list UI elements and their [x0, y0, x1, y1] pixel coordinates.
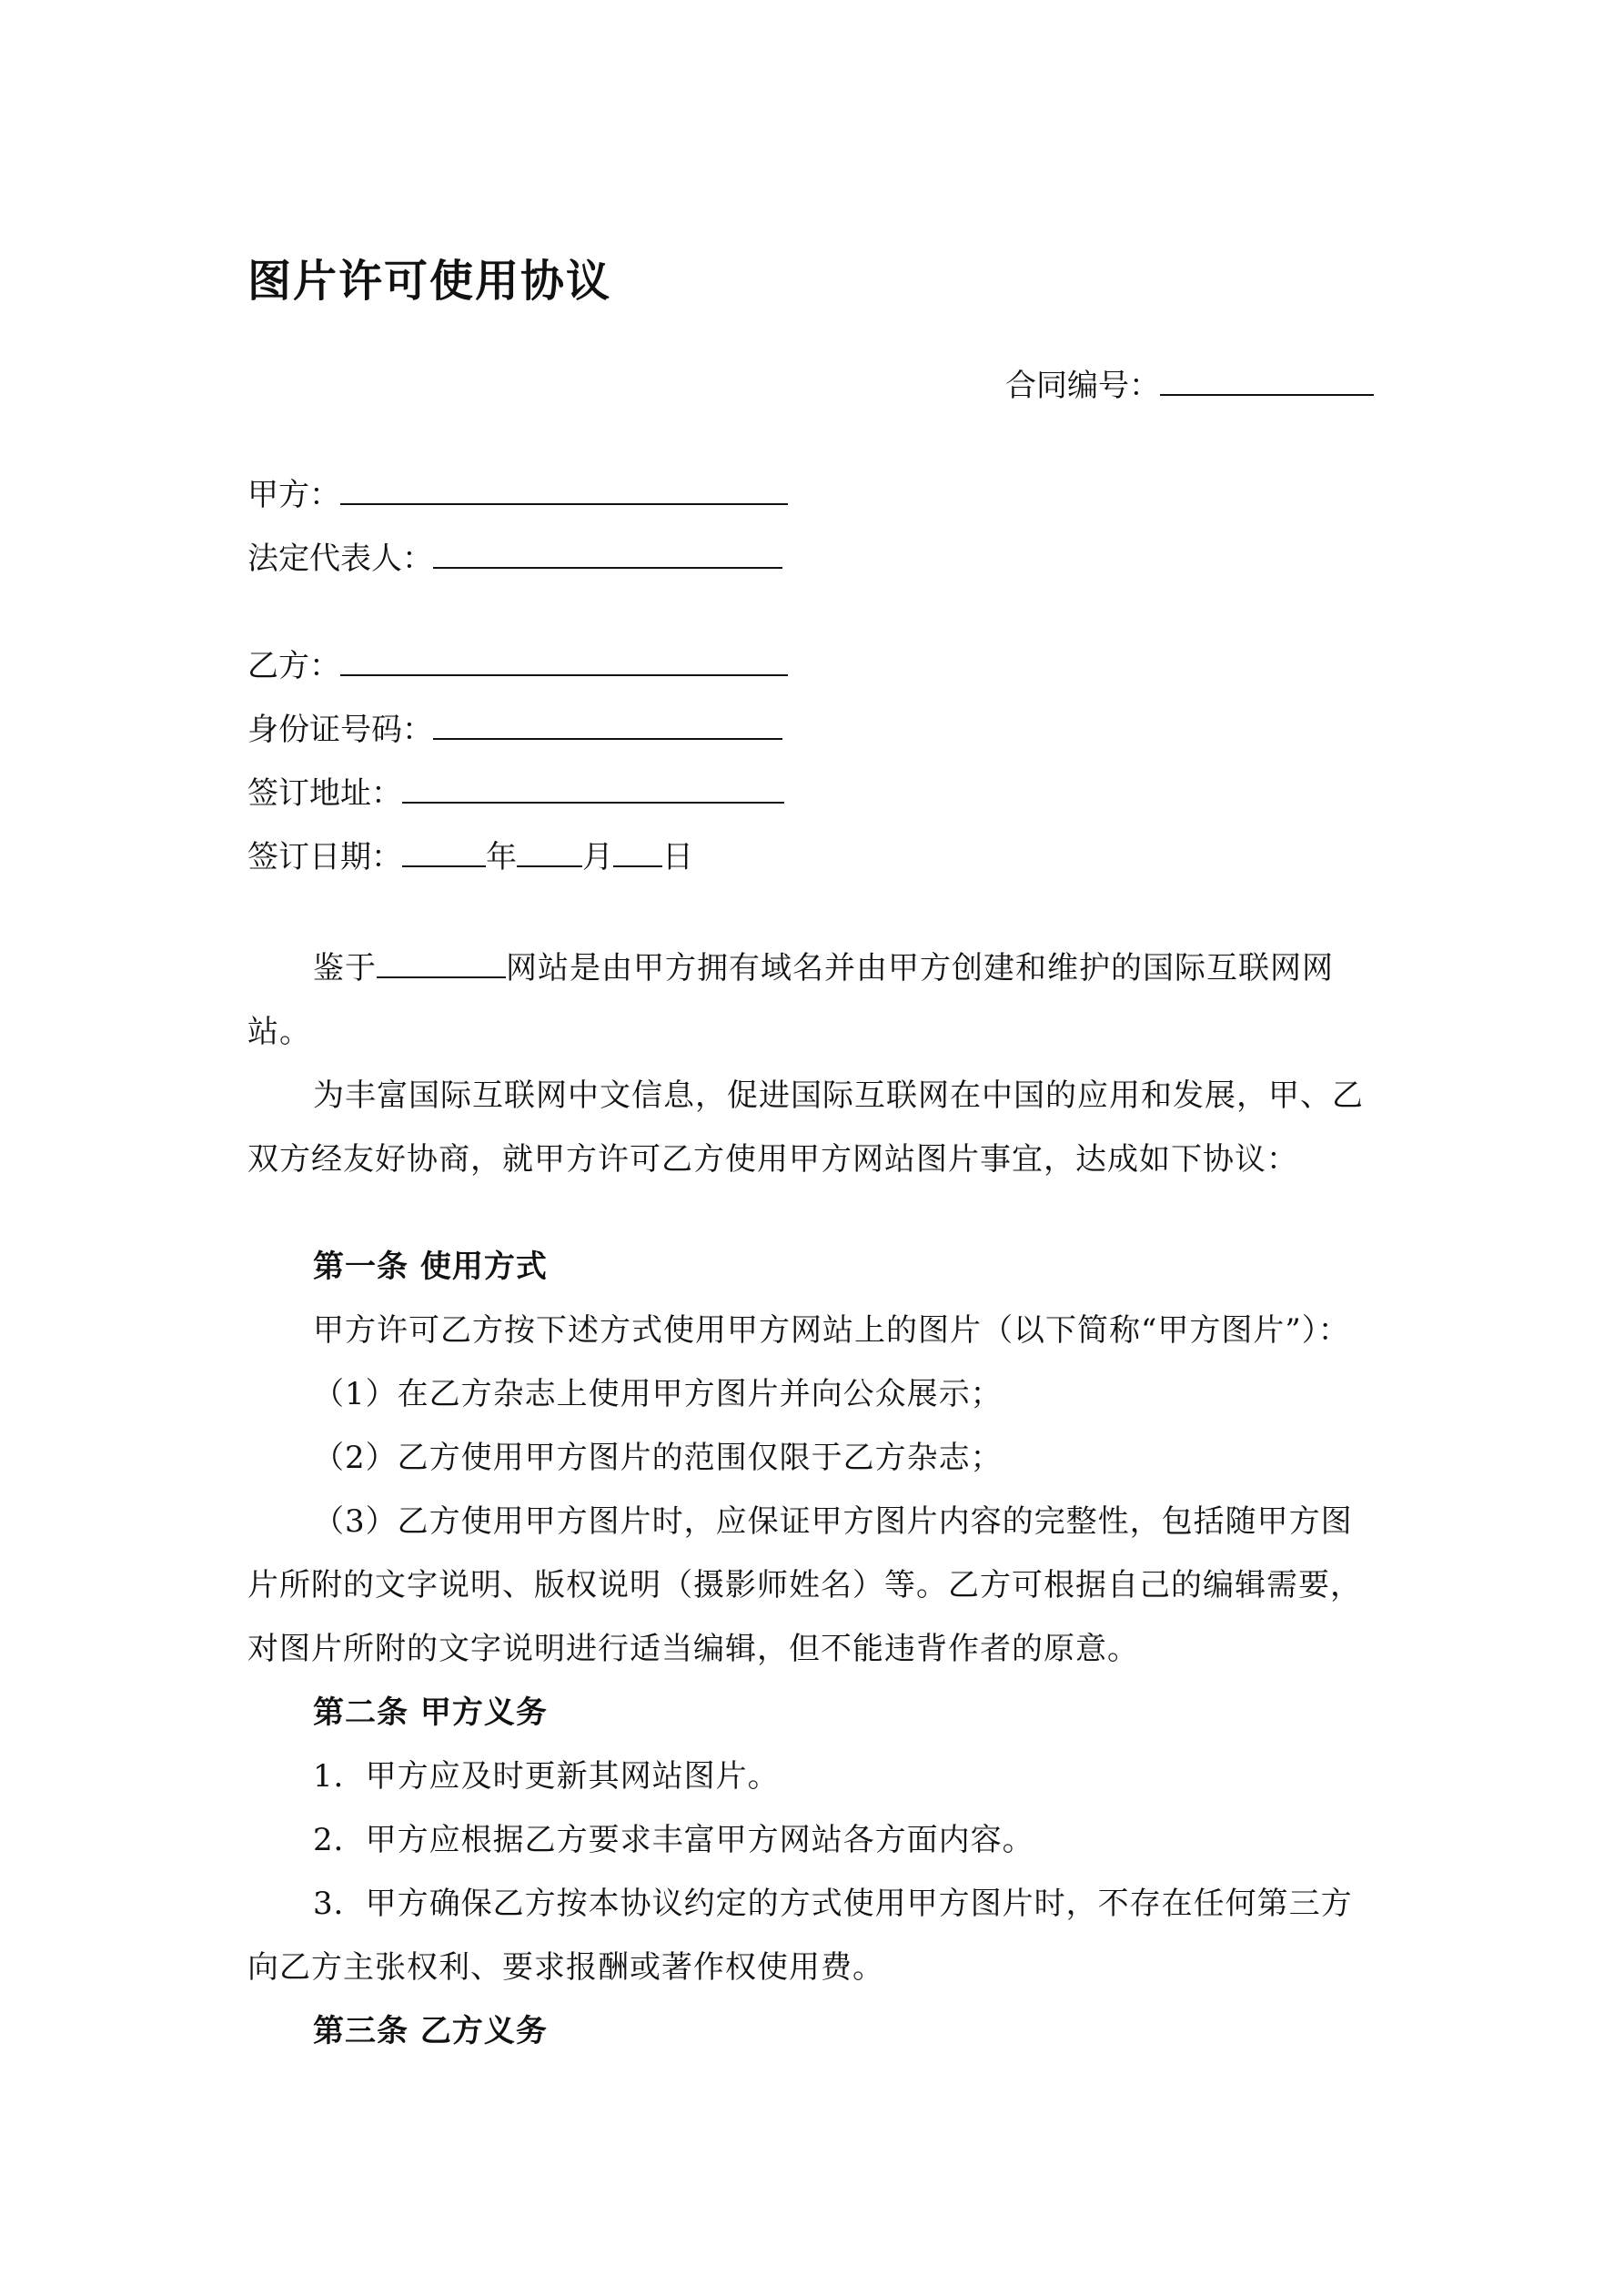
- article1-item3-line1: （3）乙方使用甲方图片时，应保证甲方图片内容的完整性，包括随甲方图: [313, 1503, 1353, 1540]
- sign-address-label: 签订地址：: [247, 775, 402, 812]
- article2-item1: 1．甲方应及时更新其网站图片。: [313, 1758, 780, 1795]
- article1-intro: 甲方许可乙方按下述方式使用甲方网站上的图片（以下简称“甲方图片”）：: [313, 1312, 1350, 1349]
- contract-number-label: 合同编号：: [1005, 368, 1160, 404]
- party-a-blank: [340, 476, 788, 505]
- year-blank: [402, 838, 486, 867]
- sign-address-blank: [402, 774, 784, 804]
- preamble-p2-line2: 双方经友好协商，就甲方许可乙方使用甲方网站图片事宜，达成如下协议：: [247, 1141, 1298, 1178]
- id-number-label: 身份证号码：: [247, 712, 433, 748]
- preamble-p1-start: 鉴于: [313, 950, 377, 986]
- preamble-p2-line1: 为丰富国际互联网中文信息，促进国际互联网在中国的应用和发展，甲、乙: [313, 1077, 1364, 1114]
- contract-number-blank: [1160, 367, 1374, 396]
- day-label: 日: [662, 839, 693, 875]
- article2-heading: 第二条 甲方义务: [313, 1694, 548, 1731]
- sign-address-row: [247, 774, 784, 814]
- website-name-blank: [377, 949, 506, 978]
- article1-heading: 第一条 使用方式: [313, 1249, 548, 1285]
- article2-item3-line1: 3．甲方确保乙方按本协议约定的方式使用甲方图片时，不存在任何第三方: [313, 1886, 1353, 1922]
- sign-date-label: 签订日期：: [247, 839, 402, 875]
- party-b-blank: [340, 647, 788, 676]
- article1-item3-line2: 片所附的文字说明、版权说明（摄影师姓名）等。乙方可根据自己的编辑需要，: [247, 1567, 1362, 1603]
- id-number-blank: [433, 711, 782, 740]
- contract-number-row: [1005, 366, 1374, 406]
- month-label: 月: [582, 839, 613, 875]
- legal-rep-row: [247, 539, 782, 579]
- article1-item1: （1）在乙方杂志上使用甲方图片并向公众展示；: [313, 1376, 1003, 1412]
- article2-item2: 2．甲方应根据乙方要求丰富甲方网站各方面内容。: [313, 1822, 1034, 1858]
- id-number-row: [247, 710, 782, 750]
- article3-heading: 第三条 乙方义务: [313, 2013, 548, 2049]
- article1-item3-line3: 对图片所附的文字说明进行适当编辑，但不能违背作者的原意。: [247, 1631, 1139, 1667]
- day-blank: [613, 838, 662, 867]
- party-a-row: [247, 475, 788, 515]
- legal-rep-blank: [433, 540, 782, 569]
- article1-item2: （2）乙方使用甲方图片的范围仅限于乙方杂志；: [313, 1440, 1003, 1476]
- year-label: 年: [486, 839, 517, 875]
- preamble-p1-line1: [313, 948, 1334, 988]
- month-blank: [517, 838, 582, 867]
- preamble-p1-line2: 站。: [247, 1014, 311, 1050]
- legal-rep-label: 法定代表人：: [247, 541, 433, 577]
- preamble-p1-end: 网站是由甲方拥有域名并由甲方创建和维护的国际互联网网: [506, 950, 1334, 986]
- sign-date-row: [247, 837, 693, 877]
- article2-item3-line2: 向乙方主张权利、要求报酬或著作权使用费。: [247, 1949, 884, 1986]
- party-b-label: 乙方：: [247, 648, 340, 684]
- document-title: 图片许可使用协议: [247, 256, 612, 307]
- party-b-row: [247, 646, 788, 686]
- party-a-label: 甲方：: [247, 477, 340, 513]
